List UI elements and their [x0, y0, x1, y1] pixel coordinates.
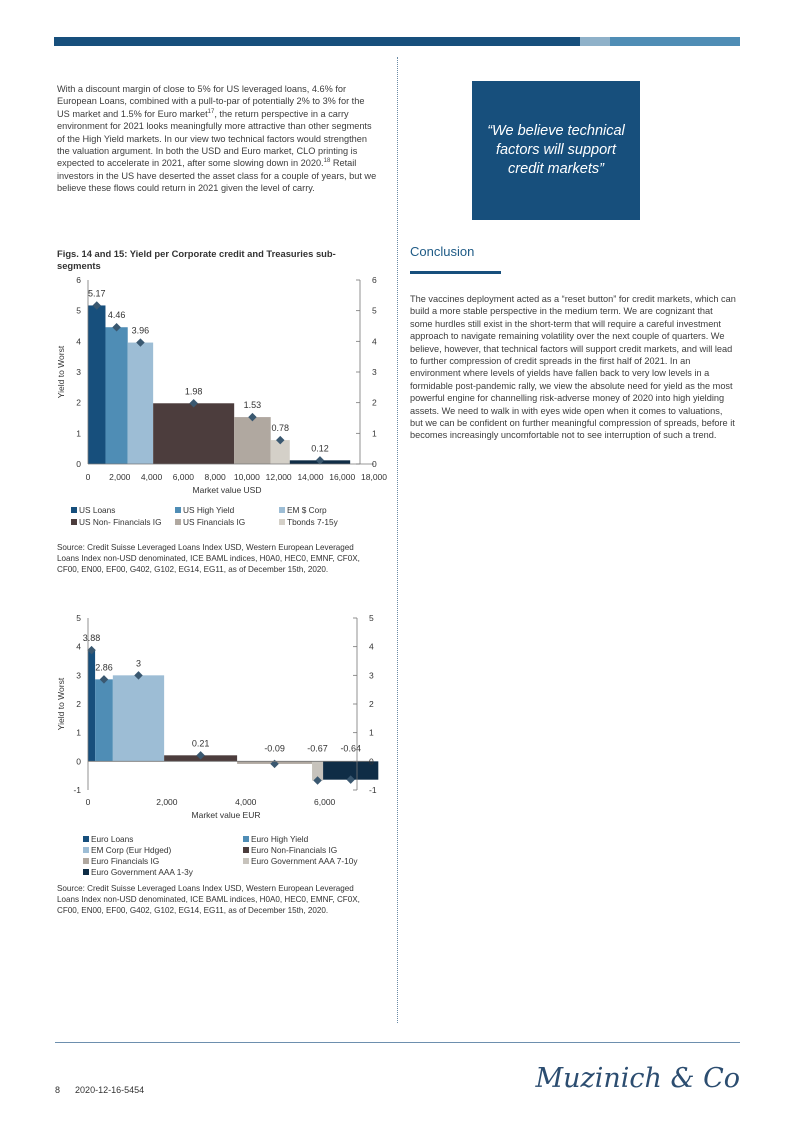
conclusion-underline: [410, 271, 501, 274]
page-number: 8: [55, 1085, 61, 1095]
bar-1: [95, 679, 113, 761]
y-tick-label-left: 4: [76, 641, 81, 652]
legend-label-4: Euro Financials IG: [91, 856, 160, 866]
bar-3: [153, 403, 234, 464]
legend-label-3: Euro Non-Financials IG: [251, 845, 338, 855]
intro-paragraph: [57, 83, 377, 195]
legend-label-4: US Financials IG: [183, 517, 246, 527]
footnote-18[interactable]: 18: [323, 158, 331, 165]
x-tick-label: 16,000: [329, 472, 356, 482]
x-tick-label: 12,000: [265, 472, 292, 482]
legend-swatch-6: [83, 869, 89, 875]
pull-quote-text: “We believe technical factors will support credit markets”: [487, 123, 625, 177]
x-tick-label: 6,000: [172, 472, 194, 482]
legend-label-2: EM Corp (Eur Hdged): [91, 845, 172, 855]
footer-rule: [55, 1042, 740, 1043]
y-tick-label-right: 6: [372, 275, 377, 285]
y-tick-label-right: 5: [369, 613, 374, 623]
y-tick-label-left: 3: [76, 670, 81, 681]
x-tick-label: 0: [85, 797, 91, 807]
data-label-5: -0.67: [307, 743, 328, 754]
x-tick-label: 18,000: [361, 472, 387, 482]
data-label-3: 0.21: [191, 738, 210, 749]
pull-quote: [472, 81, 640, 220]
data-label-4: 1.53: [243, 400, 262, 411]
column-divider: [397, 57, 398, 1023]
x-tick-label: 2,000: [109, 472, 131, 482]
y-tick-label-right: 4: [372, 336, 377, 347]
y-tick-label-left: 4: [76, 336, 81, 347]
y-tick-label-right: 1: [369, 727, 374, 738]
x-tick-label: 2,000: [156, 797, 178, 807]
y-tick-label-left: 2: [76, 397, 81, 408]
legend-label-5: Tbonds 7-15y: [287, 517, 338, 527]
legend-swatch-4: [83, 858, 89, 864]
data-label-5: 0.78: [271, 423, 290, 434]
y-tick-label-right: 5: [372, 305, 377, 316]
data-label-6: -0.64: [340, 743, 361, 754]
y-tick-label-left: 1: [76, 727, 81, 738]
data-label-0: 3.88: [82, 633, 101, 644]
source-note-1: Source: Credit Suisse Leveraged Loans Index USD, Western European Leveraged Loans Index non-USD denominated, ICE BAML indices, H0A0, HEC0, EMNF, CF0X, CF00, EN00, EF00, G402, G102, EG14, EG11, as of December 15th, 2020.: [57, 543, 360, 575]
x-tick-label: 0: [85, 472, 91, 482]
y-tick-label-left: 5: [76, 613, 81, 623]
y-tick-label-left: 1: [76, 428, 81, 439]
data-label-6: 0.12: [311, 443, 329, 454]
data-label-0: 5.17: [87, 288, 106, 299]
x-tick-label: 6,000: [314, 797, 336, 807]
chart-us-yield: [50, 270, 395, 532]
y-tick-label-right: 0: [372, 459, 377, 469]
intro-text-3: Retail investors in the US have deserted the asset class for a couple of years, but we believe these flows could return in 2021 given the level of carry.: [57, 158, 377, 194]
legend-label-3: US Non- Financials IG: [79, 517, 162, 527]
header-bar-mid: [610, 37, 740, 46]
data-label-1: 2.86: [95, 662, 113, 673]
chart-euro-yield: [50, 608, 395, 880]
y-tick-label-right: 2: [372, 397, 377, 408]
header-bar-light: [580, 37, 610, 46]
legend-swatch-1: [243, 836, 249, 842]
x-tick-label: 4,000: [140, 472, 163, 482]
footer: [55, 1085, 144, 1095]
y-tick-label-left: -1: [73, 785, 81, 795]
y-tick-label-left: 0: [76, 459, 81, 469]
figure-title: Figs. 14 and 15: Yield per Corporate credit and Treasuries sub-segments: [57, 248, 336, 271]
legend-label-2: EM $ Corp: [287, 505, 327, 515]
document-id: 2020-12-16-5454: [75, 1085, 145, 1095]
legend-swatch-0: [71, 507, 77, 513]
bar-1: [105, 327, 127, 464]
legend-label-1: US High Yield: [183, 505, 235, 515]
legend-swatch-0: [83, 836, 89, 842]
legend-swatch-5: [243, 858, 249, 864]
data-label-1: 4.46: [107, 310, 126, 321]
x-axis-title: Market value EUR: [191, 810, 261, 820]
legend-label-1: Euro High Yield: [251, 834, 309, 844]
y-tick-label-left: 5: [76, 305, 81, 316]
bar-4: [234, 417, 271, 464]
y-tick-label-right: 4: [369, 641, 374, 652]
y-tick-label-left: 3: [76, 367, 81, 377]
legend-swatch-2: [83, 847, 89, 853]
y-tick-label-left: 6: [76, 275, 81, 285]
legend-swatch-1: [175, 507, 181, 513]
conclusion-heading: Conclusion: [410, 244, 475, 259]
legend-swatch-4: [175, 519, 181, 525]
data-label-2: 3.96: [131, 325, 150, 336]
legend-label-6: Euro Government AAA 1-3y: [91, 867, 193, 877]
y-tick-label-right: 3: [369, 670, 374, 681]
legend-swatch-3: [243, 847, 249, 853]
y-axis-title: Yield to Worst: [56, 345, 66, 399]
y-tick-label-left: 2: [76, 699, 81, 709]
data-label-3: 1.98: [184, 386, 203, 397]
y-tick-label-right: 2: [369, 699, 374, 709]
legend-swatch-3: [71, 519, 77, 525]
x-tick-label: 4,000: [235, 797, 257, 807]
legend-swatch-2: [279, 507, 285, 513]
intro-text-2: , the return perspective in a carry environment for 2021 looks meaningfully more attractive than other segments of the High Yield markets. In our view two technical factors would strengthen the valuation argument. In both the USD and Euro market, CLO printing is expected to accelerate in 2021, after some slowing down in 2020.: [57, 108, 372, 169]
y-tick-label-right: 3: [372, 367, 377, 377]
bar-0: [88, 305, 105, 464]
y-tick-label-right: -1: [369, 785, 377, 795]
x-tick-label: 14,000: [297, 472, 324, 482]
x-axis-title: Market value USD: [192, 485, 262, 495]
y-axis-title: Yield to Worst: [56, 677, 66, 731]
y-tick-label-right: 0: [369, 756, 374, 767]
muzinich-logo: Muzinich & Co: [535, 1063, 740, 1094]
y-tick-label-left: 0: [76, 756, 81, 767]
legend-label-0: US Loans: [79, 505, 116, 515]
conclusion-paragraph: The vaccines deployment acted as a “reset button” for credit markets, which can build a more stable perspective in the medium term. We are cognizant that some hurdles still exist in the short-term that will require a careful investment approach to navigate remaining volatility over the next couple of quarters. We believe, however, that technical factors will support credit markets, and will lead to further compression of credit spreads in the first half of 2021. In an environment where levels of yields have fallen back to very low levels in a formidable post-pandemic rally, we view the absolute need for yield as the most powerful engine for channelling risk-adverse money of 2020 into high yielding assets. We need to walk in with eyes wide open when it comes to valuations, but we can be confident on further meaningful compression of spreads, before it becomes increasingly uncomfortable not to see interruption of such a trend.: [410, 294, 736, 441]
bar-2: [128, 343, 153, 464]
data-label-2: 3: [135, 658, 141, 669]
header-bar-dark: [54, 37, 580, 46]
data-label-4: -0.09: [264, 743, 285, 754]
legend-label-5: Euro Government AAA 7-10y: [251, 856, 358, 866]
legend-label-0: Euro Loans: [91, 834, 134, 844]
x-tick-label: 10,000: [233, 472, 260, 482]
y-tick-label-right: 1: [372, 428, 377, 439]
x-tick-label: 8,000: [204, 472, 226, 482]
intro-text-1: With a discount margin of close to 5% for US leveraged loans, 4.6% for European Loans, combined with a pull-to-par of potentially 2% to 3% for the US market and 1.5% for Euro market: [57, 84, 365, 119]
legend-swatch-5: [279, 519, 285, 525]
bar-0: [88, 650, 95, 761]
footnote-17[interactable]: 17: [207, 108, 215, 115]
source-note-2: Source: Credit Suisse Leveraged Loans Index USD, Western European Leveraged Loans Index non-USD denominated, ICE BAML indices, H0A0, HEC0, EMNF, CF0X, CF00, EN00, EF00, G402, G102, EG14, EG11, as of December 15th, 2020.: [57, 884, 360, 916]
bar-2: [113, 675, 164, 761]
